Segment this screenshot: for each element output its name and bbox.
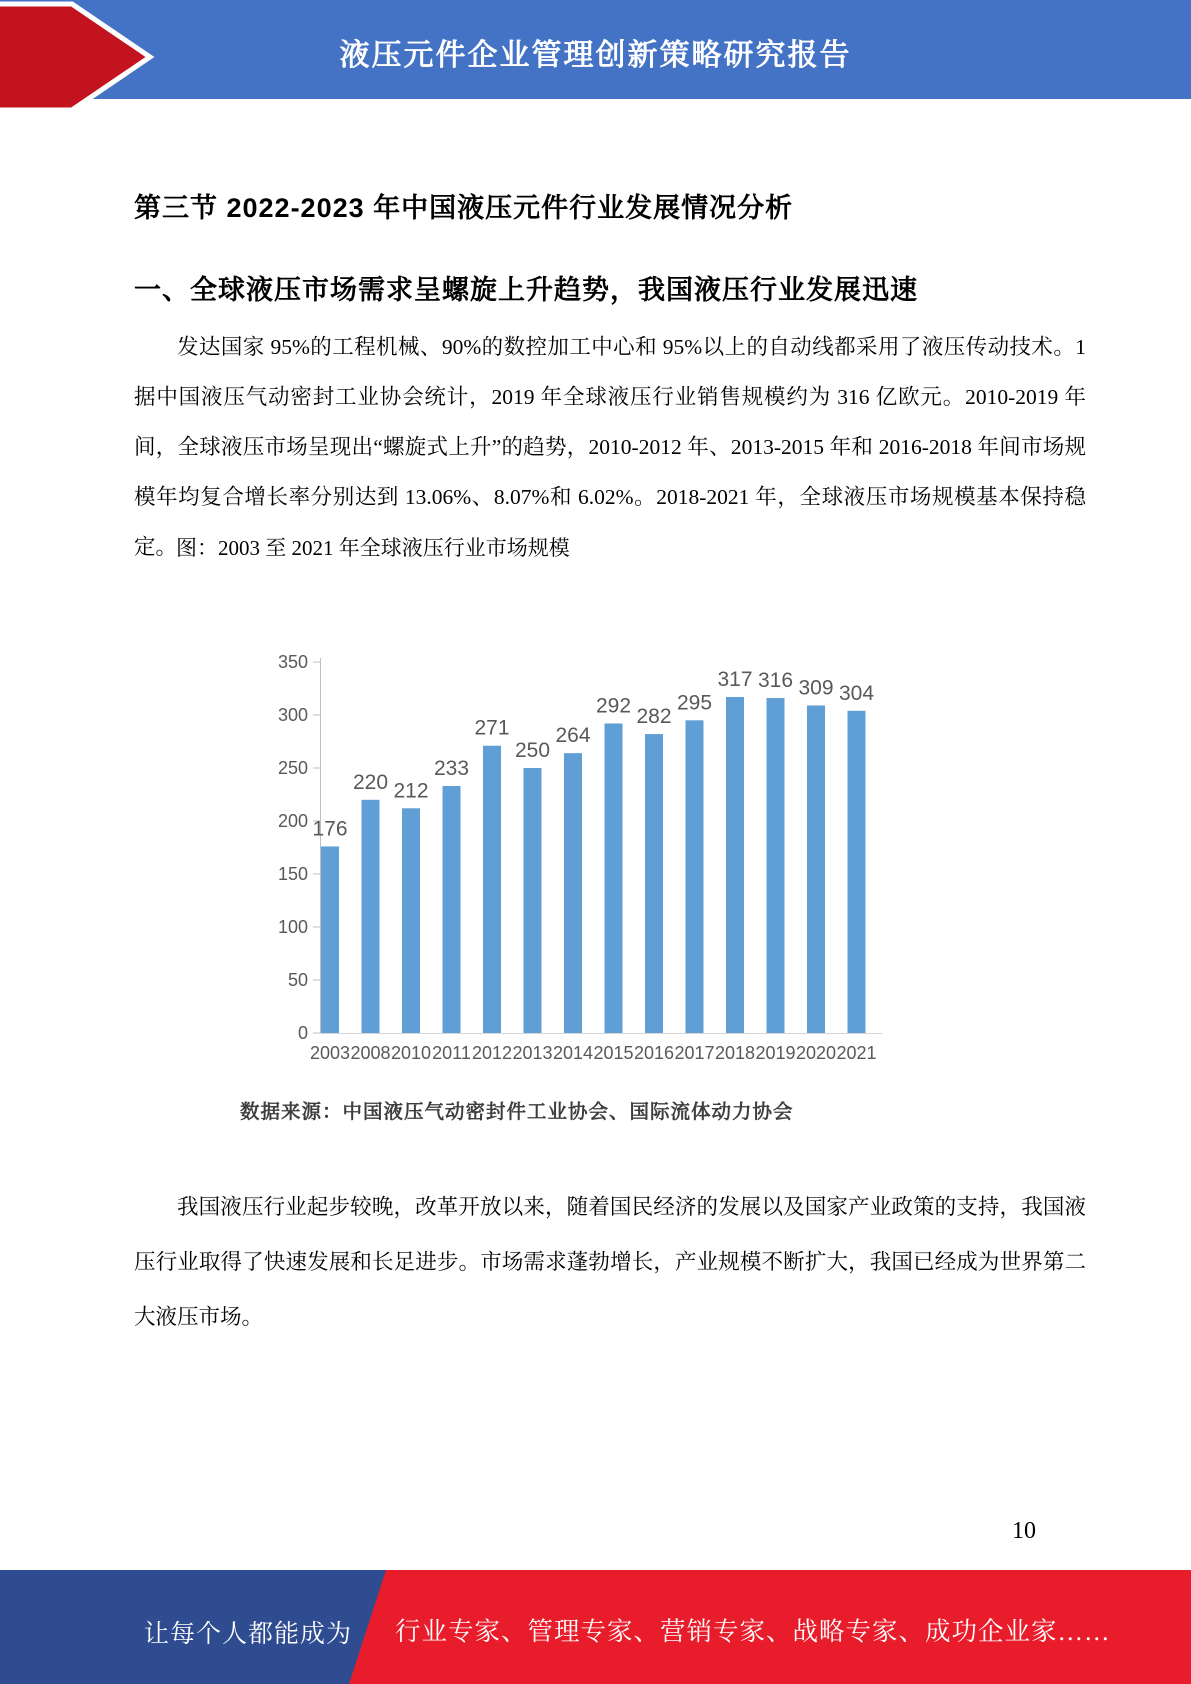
x-tick-label: 2016	[633, 1043, 675, 1063]
x-tick-label: 2013	[512, 1043, 553, 1063]
page-number: 10	[1012, 1518, 1036, 1544]
y-tick-label: 100	[277, 917, 308, 937]
x-tick-label: 2008	[350, 1043, 391, 1063]
footer-slogan-right: 行业专家、管理专家、营销专家、战略专家、成功企业家……	[395, 1617, 1111, 1646]
bar-value-label: 309	[798, 676, 834, 700]
figure-caption: 图：2003 至 2021 年全球液压行业市场规模	[176, 536, 570, 560]
page-header	[0, 0, 1191, 112]
x-tick-label: 2015	[593, 1043, 634, 1063]
bar	[564, 753, 582, 1033]
bar	[645, 734, 663, 1033]
figure-source: 数据来源：中国液压气动密封件工业协会、国际流体动力协会	[240, 1101, 794, 1123]
bar-value-label: 271	[474, 716, 510, 740]
bar-value-label: 292	[595, 694, 632, 718]
bar-chart	[250, 598, 910, 1088]
y-tick-label: 150	[277, 864, 308, 884]
x-tick-label: 2003	[309, 1043, 351, 1063]
y-tick-label: 350	[277, 652, 308, 672]
subsection-heading: 一、全球液压市场需求呈螺旋上升趋势，我国液压行业发展迅速	[134, 275, 918, 305]
bar	[767, 698, 785, 1033]
bar-value-label: 295	[676, 691, 713, 715]
bar-value-label: 316	[757, 669, 794, 693]
bar	[807, 705, 825, 1033]
bar	[321, 846, 339, 1033]
paragraph-global-market: 发达国家 95%的工程机械、90%的数控加工中心和 95%以上的自动线都采用了液压传动技术。1 据中国液压气动密封工业协会统计，2019 年全球液压行业销售规模约为 316 亿欧元。2010-2019 年间，全球液压市场呈现出“螺旋式上升”的趋势，2010-2012 年、2013-2015 年和 2016-2018 年间市场规模年均复合增长率分别达到 13.06%、8.07%和 6.02%。2018-2021 年，全球液压市场规模基本保持稳定。	[134, 335, 1086, 559]
x-tick-label: 2019	[755, 1043, 796, 1063]
bar	[848, 711, 866, 1033]
bar	[726, 697, 744, 1033]
x-tick-label: 2012	[471, 1043, 513, 1063]
y-tick-label: 250	[277, 758, 308, 778]
x-tick-label: 2010	[390, 1043, 432, 1063]
x-tick-label: 2017	[674, 1043, 715, 1063]
section-heading: 第三节 2022-2023 年中国液压元件行业发展情况分析	[134, 193, 794, 223]
x-tick-label: 2021	[836, 1043, 877, 1063]
x-tick-label: 2014	[552, 1043, 594, 1063]
report-title: 液压元件企业管理创新策略研究报告	[339, 39, 852, 72]
bar-value-label: 250	[514, 739, 551, 762]
page-footer	[0, 1570, 1191, 1684]
bar-value-label: 176	[312, 817, 348, 841]
bar	[483, 746, 501, 1033]
bar	[686, 720, 704, 1033]
bar	[402, 808, 420, 1033]
bar-value-label: 220	[352, 770, 389, 794]
bar	[605, 723, 623, 1033]
y-tick-label: 50	[287, 970, 308, 990]
bar	[524, 768, 542, 1033]
paragraph-china-industry: 我国液压行业起步较晚，改革开放以来，随着国民经济的发展以及国家产业政策的支持，我国液压行业取得了快速发展和长足进步。市场需求蓬勃增长，产业规模不断扩大，我国已经成为世界第二大液压市场。	[134, 1195, 1086, 1329]
bar-value-label: 264	[555, 724, 591, 748]
footer-slogan-left: 让每个人都能成为	[143, 1621, 352, 1648]
x-tick-label: 2011	[432, 1043, 471, 1063]
y-tick-label: 200	[277, 811, 308, 831]
x-tick-label: 2018	[714, 1043, 756, 1063]
bar-value-label: 282	[636, 705, 672, 729]
y-tick-label: 0	[297, 1023, 308, 1043]
y-tick-label: 300	[277, 705, 308, 725]
bar-value-label: 233	[433, 757, 470, 781]
bar-value-label: 304	[838, 681, 875, 705]
bar	[362, 800, 380, 1033]
bar	[443, 786, 461, 1033]
bar-value-label: 317	[717, 667, 753, 691]
bar-value-label: 212	[393, 779, 429, 803]
x-tick-label: 2020	[795, 1043, 837, 1063]
